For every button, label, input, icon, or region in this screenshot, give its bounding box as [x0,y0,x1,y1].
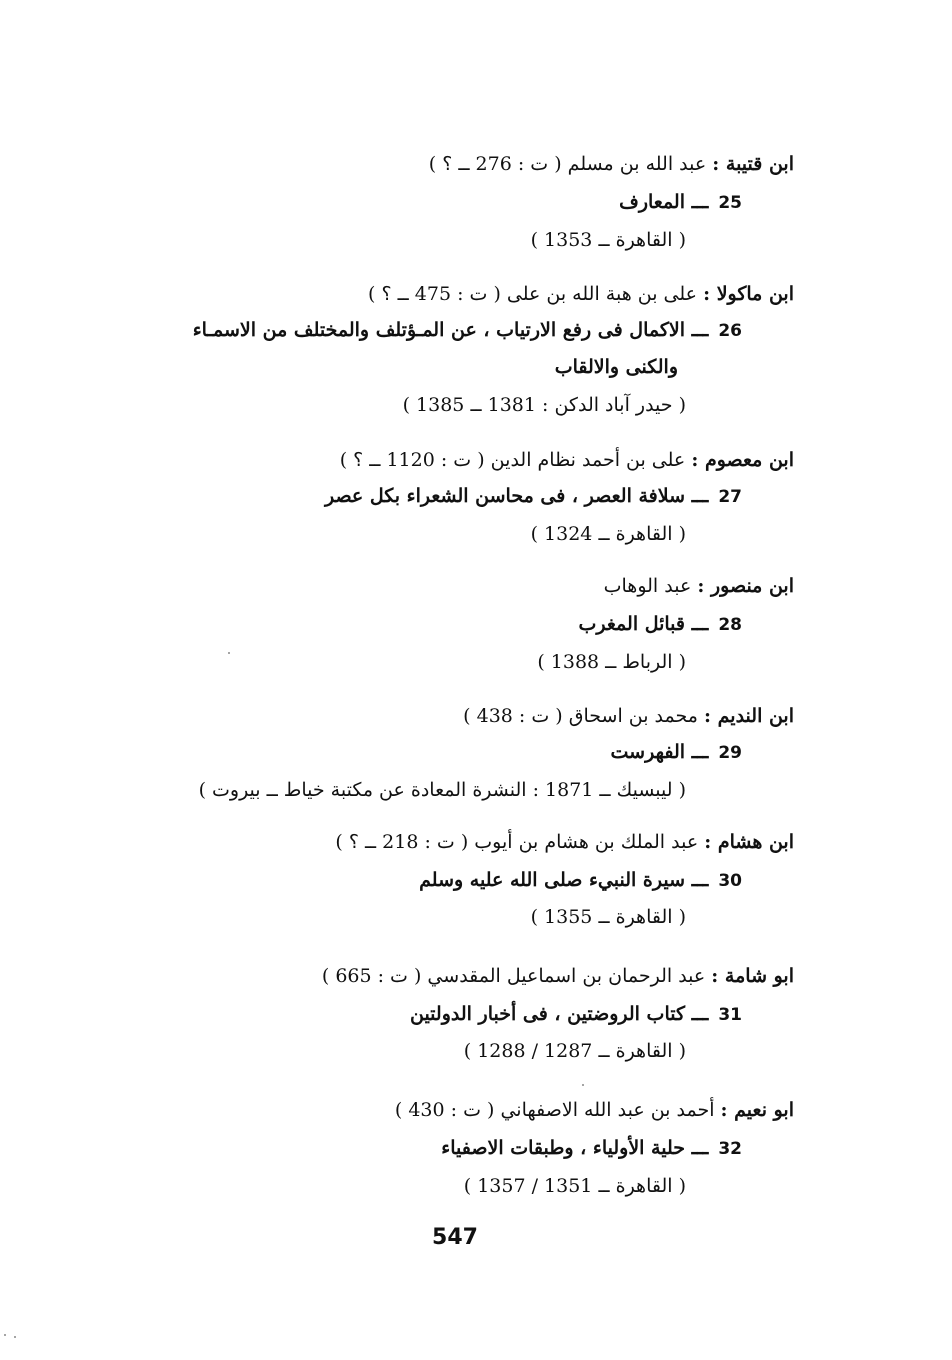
author-line [335,830,794,854]
author-details: محمد بن اسحاق ( ت : 438 ) [463,705,698,727]
author-line [604,574,794,598]
entry-number: 32 [718,1139,742,1159]
author-name: ابن معصوم : [691,449,794,471]
entry-number: 29 [718,743,742,763]
entry-number: 28 [718,615,742,635]
title-line [619,190,742,215]
author-name: ابن النديم : [704,705,794,727]
entry-number: 25 [718,193,742,213]
publication-info: ( حيدر آباد الدكن : 1381 ــ 1385 ) [402,394,686,416]
title-line [410,1002,742,1027]
author-line [340,448,794,472]
entry-number: 27 [718,487,742,507]
book-title: ـــ كتاب الروضتين ، فى أخبار الدولتين [409,1003,709,1025]
scan-speck [582,1084,584,1086]
title-line [193,318,742,343]
publication-info: ( القاهرة ــ 1324 ) [530,523,686,545]
author-line [322,964,794,988]
title-line [419,868,742,893]
author-name: ابو نعيم : [720,1099,794,1121]
entry-number: 26 [718,321,742,341]
author-details: عبد الوهاب [603,575,692,597]
author-details: على بن هبة الله بن على ( ت : 475 ــ ؟ ) [368,283,698,305]
author-name: ابن ماكولا : [703,283,794,305]
author-line [463,704,794,728]
publication-info: ( القاهرة ــ 1353 ) [530,229,686,251]
publication-info: ( القاهرة ــ 1287 / 1288 ) [463,1040,686,1062]
author-name: ابن قتيبة : [712,153,794,175]
title-line [611,740,742,765]
entry-number: 30 [718,871,742,891]
author-details: عبد الله بن مسلم ( ت : 276 ــ ؟ ) [428,153,707,175]
author-line [368,282,794,306]
author-line [395,1098,794,1122]
book-title: ـــ حلية الأولياء ، وطبقات الاصفياء [441,1137,709,1159]
scan-speck [228,652,230,654]
author-line [429,152,794,176]
book-title: ـــ قبائل المغرب [578,613,709,635]
entry-number: 31 [718,1005,742,1025]
author-details: على بن أحمد نظام الدين ( ت : 1120 ــ ؟ ) [339,449,686,471]
author-details: عبد الرحمان بن اسماعيل المقدسي ( ت : 665 ) [321,965,706,987]
book-title: ـــ الاكمال فى رفع الارتياب ، عن المـؤتلف والمختلف من الاسمـاء [192,319,709,341]
book-title: ـــ سلافة العصر ، فى محاسن الشعراء بكل عصر [324,485,709,507]
publication-info: ( ليبسيك ــ 1871 : النشرة المعادة عن مكتبة خياط ــ بيروت ) [198,779,686,801]
author-details: عبد الملك بن هشام بن أيوب ( ت : 218 ــ ؟ ) [335,831,699,853]
publication-info: ( القاهرة ــ 1351 / 1357 ) [463,1175,686,1197]
book-title-continued: والكنى والالقاب [554,356,678,378]
publication-info: ( الرباط ــ 1388 ) [537,651,686,673]
title-line [325,484,742,509]
book-title: ـــ سيرة النبيء صلى الله عليه وسلم [419,869,709,891]
author-name: ابن هشام : [704,831,794,853]
author-details: أحمد بن عبد الله الاصفهاني ( ت : 430 ) [394,1099,715,1121]
title-line [441,1136,742,1161]
scan-speck [4,1334,6,1336]
scan-speck [14,1336,16,1338]
author-name: ابن منصور : [697,575,794,597]
title-line [579,612,742,637]
book-title: ـــ الفهرست [610,741,709,763]
publication-info: ( القاهرة ــ 1355 ) [530,906,686,928]
page-number: 547 [432,1225,478,1250]
author-name: ابو شامة : [711,965,794,987]
book-title: ـــ المعارف [619,191,709,213]
